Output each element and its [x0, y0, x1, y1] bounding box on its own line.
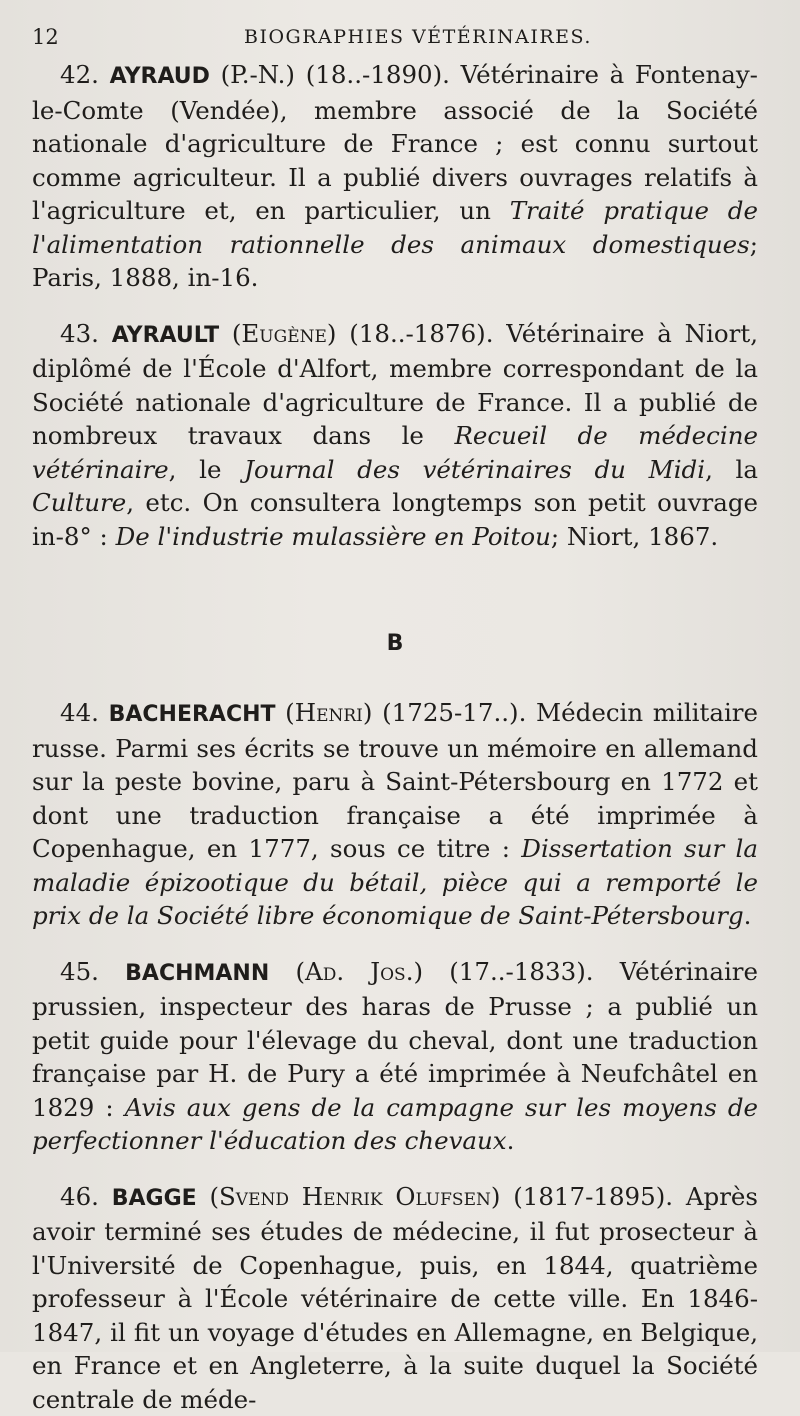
- entry-text: Médecin militaire russe. Parmi ses écrits se trouve un mémoire en allemand sur la peste bovine, paru à Saint-Pétersbourg en 1772 et dont une traduction française a été imprimée à Copenhague, en 1777, sous ce titre :: [32, 698, 758, 863]
- entry-number: 46.: [60, 1182, 99, 1211]
- entry-text: Vétérinaire prussien, inspecteur des haras de Prusse ; a publié un petit guide pour l'élevage du cheval, dont une traduction française par H. de Pury a été imprimée à Neufchâtel en 1829 :: [32, 957, 758, 1122]
- entry-title: Recueil de médecine vétérinaire: [32, 421, 758, 484]
- entry-title: Dissertation sur la maladie épizootique du bétail, pièce qui a remporté le prix de la Société libre économique de Saint-Pétersbourg: [32, 834, 758, 930]
- entry-text: ; Paris, 1888, in-16.: [32, 230, 758, 293]
- entry-given-name: (Henri): [285, 698, 372, 727]
- entry-name: AYRAULT: [112, 323, 219, 348]
- running-head: [32, 16, 758, 58]
- entry-name: BACHERACHT: [109, 702, 276, 727]
- entry-text: , la: [705, 455, 758, 484]
- entry-dates: (18..-1890).: [306, 60, 450, 89]
- entry-number: 43.: [60, 319, 99, 348]
- section-letter: B: [32, 631, 758, 656]
- entry-title: De l'industrie mulassière en Poitou: [116, 522, 551, 551]
- entry-44: [32, 696, 758, 933]
- entry-number: 42.: [60, 60, 99, 89]
- entry-dates: (1725-17..).: [382, 698, 526, 727]
- entry-text: Vétérinaire à Fontenay-le-Comte (Vendée), membre associé de la Société nationale d'agriculture de France ; est connu surtout comme agriculteur. Il a publié divers ouvrages relatifs à l'agriculture et, en particulier, un: [32, 60, 758, 225]
- entry-number: 44.: [60, 698, 99, 727]
- entry-given-name: (Eugène): [232, 319, 337, 348]
- entry-given-name: (Svend Henrik Olufsen): [209, 1182, 500, 1211]
- entry-text: .: [744, 901, 752, 930]
- entry-43: [32, 317, 758, 554]
- entry-text: .: [507, 1126, 515, 1155]
- page-number: 12: [32, 16, 59, 58]
- entry-title: Traité pratique de l'alimentation rationnelle des animaux domestiques: [32, 196, 758, 259]
- entry-name: BAGGE: [112, 1186, 197, 1211]
- entry-title: Journal des vétérinaires du Midi: [244, 455, 705, 484]
- entry-46: [32, 1180, 758, 1416]
- entry-text: , le: [169, 455, 222, 484]
- entry-name: BACHMANN: [125, 961, 269, 986]
- entry-text: ; Niort, 1867.: [551, 522, 718, 551]
- entry-dates: (17..-1833).: [449, 957, 593, 986]
- entry-given-name: (P.-N.): [221, 60, 295, 89]
- entry-text: Après avoir terminé ses études de médecine, il fut prosecteur à l'Université de Copenhague, puis, en 1844, quatrième professeur à l'École vétérinaire de cette ville. En 1846-1847, il fit un voyage d'études en Allemagne, en Belgique, en France et en Angleterre, à la suite duquel la Société centrale de méde-: [32, 1182, 758, 1414]
- entry-text: Vétérinaire à Niort, diplômé de l'École d'Alfort, membre correspondant de la Société nationale d'agriculture de France. Il a publié de nombreux travaux dans le: [32, 319, 758, 451]
- entry-45: [32, 955, 758, 1158]
- entry-title: Avis aux gens de la campagne sur les moyens de perfectionner l'éducation des chevaux: [32, 1093, 758, 1156]
- entry-number: 45.: [60, 957, 99, 986]
- running-title: BIOGRAPHIES VÉTÉRINAIRES.: [244, 16, 592, 58]
- entry-text: , etc. On consultera longtemps son petit ouvrage in-8° :: [32, 488, 758, 551]
- entry-name: AYRAUD: [110, 64, 210, 89]
- entry-dates: (18..-1876).: [349, 319, 493, 348]
- entry-given-name: (Ad. Jos.): [295, 957, 423, 986]
- entry-dates: (1817-1895).: [513, 1182, 673, 1211]
- entry-title: Culture: [32, 488, 126, 517]
- entry-42: [32, 58, 758, 295]
